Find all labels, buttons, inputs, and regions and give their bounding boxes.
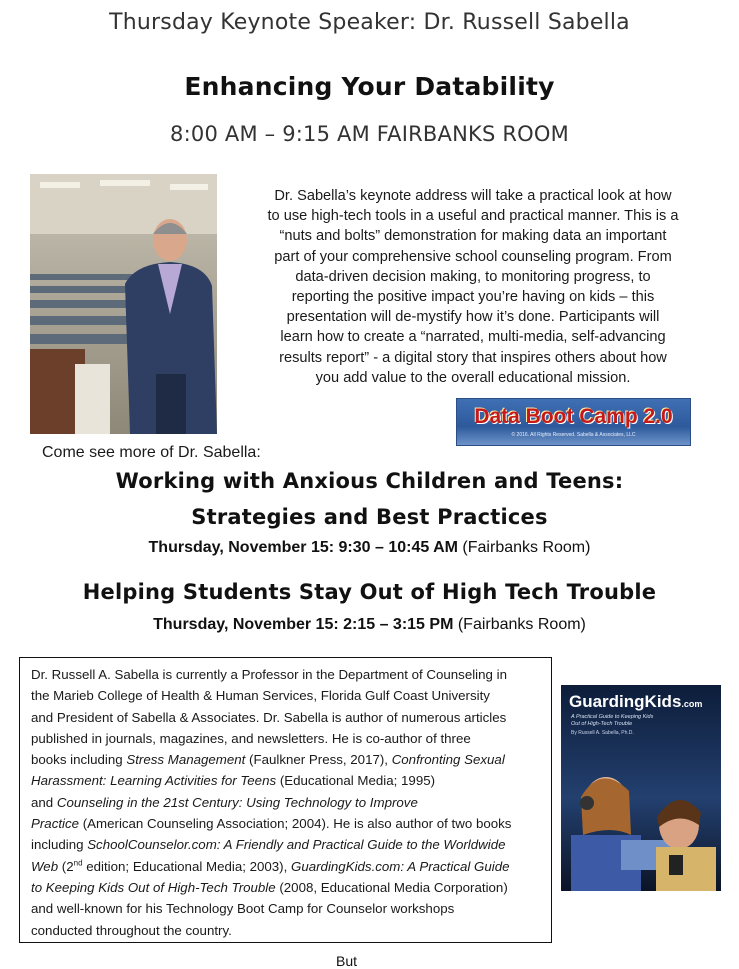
bio-text: edition; Educational Media; 2003), xyxy=(82,858,291,874)
bio-line: conducted throughout the country. xyxy=(31,922,232,938)
description-line: to use high-tech tools in a useful and practical manner. This is a xyxy=(267,208,679,225)
keynote-description xyxy=(248,186,698,388)
banner-fine-print: © 2016. All Rights Reserved. Sabella & Associates, LLC xyxy=(511,432,636,438)
bio-line xyxy=(31,749,542,770)
data-boot-camp-banner xyxy=(456,398,691,446)
bio-book-title: Confronting Sexual xyxy=(391,752,505,768)
bio-text: (2008, Educational Media Corporation) xyxy=(275,879,508,895)
bio-text: (Faulkner Press, 2017), xyxy=(245,752,392,768)
book-cover-image xyxy=(561,685,721,891)
bio-line: the Marieb College of Health & Human Services, Florida Gulf Coast University xyxy=(31,688,490,704)
bio-line: published in journals, magazines, and newsletters. He is co-author of three xyxy=(31,730,471,746)
description-line: “nuts and bolts” demonstration for making data an important xyxy=(279,228,667,245)
description-line: results report” - a digital story that inspires others about how xyxy=(279,349,667,366)
keynote-title: Enhancing Your Datability xyxy=(184,72,555,101)
bio-text: and xyxy=(31,794,57,810)
see-more-label: Come see more of Dr. Sabella: xyxy=(42,444,261,461)
bio-line xyxy=(31,856,542,877)
bio-book-title: Counseling in the 21st Century: Using Technology to Improve xyxy=(56,794,418,810)
bio-text: including xyxy=(31,837,88,853)
footer-text-fragment: But xyxy=(336,953,358,969)
speaker-photo xyxy=(30,174,217,434)
book-subtitle-line-2: Out of High-Tech Trouble xyxy=(571,721,633,727)
bio-book-title: to Keeping Kids Out of High-Tech Trouble xyxy=(31,879,276,895)
session-2-datetime: Thursday, November 15: 2:15 – 3:15 PM xyxy=(153,616,454,633)
session-2-room: (Fairbanks Room) xyxy=(453,616,586,633)
banner-title: Data Boot Camp 2.0 xyxy=(474,405,673,428)
bio-text: books including xyxy=(31,752,127,768)
speaker-bio-box xyxy=(19,657,552,943)
bio-line xyxy=(31,877,542,898)
session-1-room: (Fairbanks Room) xyxy=(457,539,591,556)
bio-book-title: Web xyxy=(31,858,59,874)
bio-line xyxy=(31,792,542,813)
bio-line: and President of Sabella & Associates. Dr. Sabella is author of numerous articles xyxy=(31,709,507,725)
description-line: learn how to create a “narrated, multi-media, self-advancing xyxy=(280,329,666,346)
page-header-title: Thursday Keynote Speaker: Dr. Russell Sabella xyxy=(109,10,630,35)
keynote-time-location: 8:00 AM – 9:15 AM FAIRBANKS ROOM xyxy=(170,122,569,146)
bio-book-title: Stress Management xyxy=(126,752,246,768)
bio-line xyxy=(31,770,542,791)
description-line: data-driven decision making, to monitoring progress, to xyxy=(295,268,651,285)
session-1-title-line-1: Working with Anxious Children and Teens: xyxy=(115,469,624,493)
bio-superscript: nd xyxy=(73,858,83,868)
bio-line: and well-known for his Technology Boot Camp for Counselor workshops xyxy=(31,901,455,917)
bio-book-title: GuardingKids.com: A Practical Guide xyxy=(291,858,510,874)
book-author: By Russell A. Sabella, Ph.D. xyxy=(571,730,634,736)
book-title: GuardingKids.com xyxy=(569,692,703,711)
bio-text: (American Counseling Association; 2004). He is also author of two books xyxy=(79,816,512,832)
description-line: you add value to the overall educational mission. xyxy=(315,369,631,386)
session-2-time xyxy=(0,616,739,634)
description-line: presentation will de-mystify how it’s done. Participants will xyxy=(286,309,660,326)
description-line: part of your comprehensive school counseling program. From xyxy=(274,248,672,265)
bio-line xyxy=(31,813,542,834)
bio-line xyxy=(31,834,542,855)
book-subtitle-line-1: A Practical Guide to Keeping Kids xyxy=(571,714,654,720)
bio-book-title: Practice xyxy=(31,816,80,832)
session-1-title-line-2: Strategies and Best Practices xyxy=(191,505,548,529)
bio-book-title: SchoolCounselor.com: A Friendly and Practical Guide to the Worldwide xyxy=(87,837,506,853)
session-2-title: Helping Students Stay Out of High Tech Trouble xyxy=(82,580,657,604)
bio-line: Dr. Russell A. Sabella is currently a Professor in the Department of Counseling in xyxy=(31,667,507,682)
bio-book-title: Harassment: Learning Activities for Teens xyxy=(31,773,277,789)
bio-text: (2 xyxy=(58,858,74,874)
description-line: reporting the positive impact you’re having on kids – this xyxy=(291,289,655,306)
description-line: Dr. Sabella’s keynote address will take a practical look at how xyxy=(274,188,672,204)
session-1-datetime: Thursday, November 15: 9:30 – 10:45 AM xyxy=(148,539,458,556)
bio-text: (Educational Media; 1995) xyxy=(276,773,436,789)
session-1-time xyxy=(0,539,739,557)
